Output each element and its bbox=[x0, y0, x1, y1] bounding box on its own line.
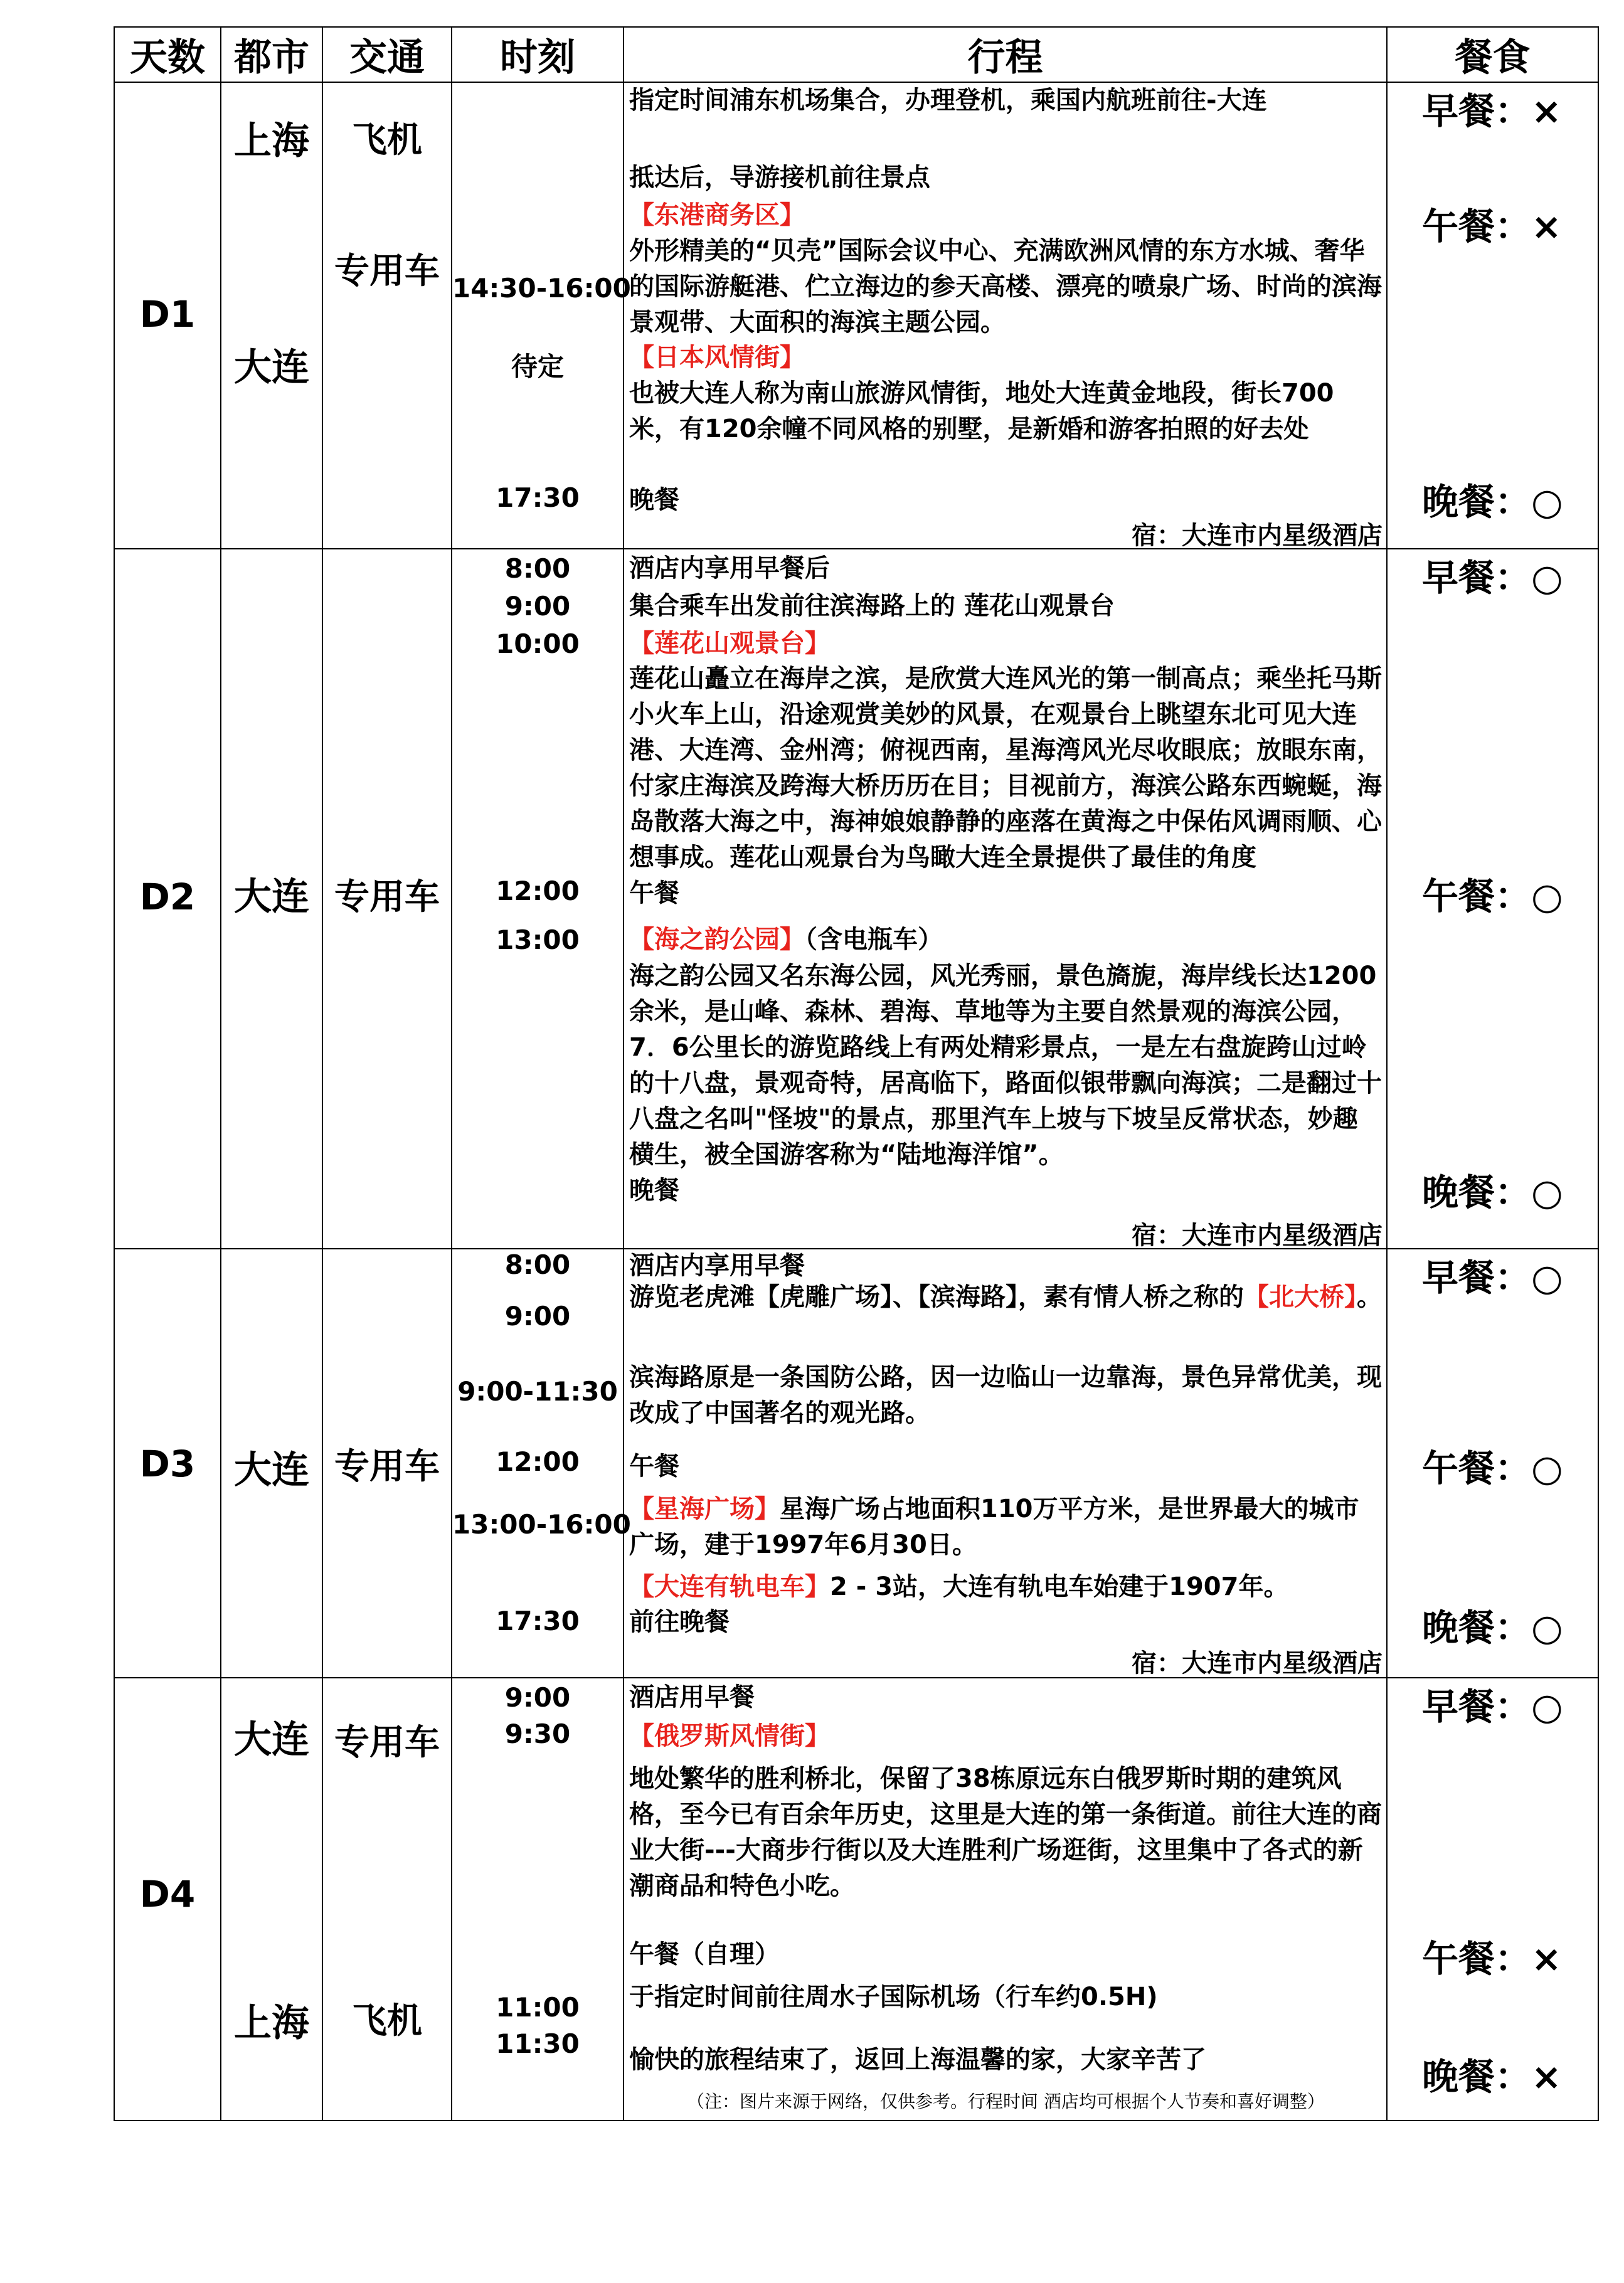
lunch-label: 午餐：○ bbox=[1422, 875, 1563, 918]
meal-cell bbox=[1387, 1678, 1598, 2121]
day-label: D4 bbox=[139, 1873, 196, 1915]
hotel-label: 宿：大连市内星级酒店 bbox=[1132, 521, 1383, 550]
dinner-label: 晚餐：× bbox=[1422, 2055, 1562, 2098]
itinerary-line: 酒店内享用早餐 bbox=[629, 1251, 805, 1280]
time-label: 11:30 bbox=[496, 2028, 580, 2059]
itinerary-line: 午餐 bbox=[629, 879, 679, 908]
city-label: 上海 bbox=[234, 119, 309, 163]
dinner-label: 晚餐：○ bbox=[1422, 480, 1563, 523]
time-label: 9:00 bbox=[504, 1682, 571, 1713]
time-label: 12:00 bbox=[496, 1446, 580, 1477]
city-label: 大连 bbox=[234, 1448, 309, 1492]
attraction-title: 【俄罗斯风情街】 bbox=[629, 1722, 830, 1751]
transport-label: 专用车 bbox=[334, 1722, 440, 1763]
time-label: 8:00 bbox=[504, 553, 571, 584]
time-label: 11:00 bbox=[496, 1992, 580, 2023]
itinerary-table bbox=[114, 26, 1599, 2121]
itinerary-line: 酒店用早餐 bbox=[629, 1683, 755, 1712]
itinerary-line: 抵达后，导游接机前往景点 bbox=[629, 163, 930, 192]
transport-cell bbox=[322, 1678, 452, 2121]
itinerary-cell bbox=[624, 549, 1387, 1249]
city-label: 上海 bbox=[234, 2001, 309, 2045]
time-label: 13:00 bbox=[496, 924, 580, 955]
itinerary-cell bbox=[624, 1249, 1387, 1678]
time-label: 待定 bbox=[511, 351, 564, 382]
transport-label: 专用车 bbox=[334, 251, 440, 292]
city-label: 大连 bbox=[234, 346, 309, 389]
time-label: 13:00-16:00 bbox=[452, 1509, 631, 1540]
attraction-title: 【东港商务区】 bbox=[629, 201, 805, 230]
itinerary-line: 集合乘车出发前往滨海路上的 莲花山观景台 bbox=[629, 591, 1115, 620]
itinerary-text: 星海广场占地面积110万平方米，是世界最大的城市广场，建于1997年6月30日。 bbox=[629, 1495, 1359, 1559]
meal-cell bbox=[1387, 1249, 1598, 1678]
city-label: 大连 bbox=[234, 1718, 309, 1762]
attraction-title: 【大连有轨电车】 bbox=[629, 1572, 830, 1601]
itinerary-line: 午餐（自理） bbox=[629, 1940, 780, 1969]
dinner-label: 晚餐：○ bbox=[1422, 1606, 1563, 1649]
itinerary-paragraph: 外形精美的“贝壳”国际会议中心、充满欧洲风情的东方水城、奢华的国际游艇港、伫立海边的参天高楼、漂亮的喷泉广场、时尚的滨海景观带、大面积的海滨主题公园。 bbox=[629, 236, 1382, 337]
header-day: 天数 bbox=[114, 27, 221, 82]
itinerary-paragraph: 海之韵公园又名东海公园，风光秀丽，景色旖旎，海岸线长达1200余米，是山峰、森林、碧海、草地等为主要自然景观的海滨公园，7．6公里长的游览路线上有两处精彩景点，一是左右盘旋跨山过岭的十八盘，景观奇特，居高临下，路面似银带飘向海滨；二是翻过十八盘之名叫"怪坡"的景点，那里汽车上坡与下坡呈反常状态，妙趣横生，被全国游客称为“陆地海洋馆”。 bbox=[629, 961, 1382, 1169]
city-cell bbox=[221, 1678, 322, 2121]
day-row-d1 bbox=[114, 82, 1598, 549]
lunch-label: 午餐：○ bbox=[1422, 1447, 1563, 1490]
city-cell bbox=[221, 1249, 322, 1678]
hotel-label: 宿：大连市内星级酒店 bbox=[1132, 1221, 1383, 1250]
transport-label: 专用车 bbox=[334, 877, 440, 918]
breakfast-label: 早餐：○ bbox=[1422, 556, 1563, 599]
itinerary-cell bbox=[624, 82, 1387, 549]
lunch-label: 午餐：× bbox=[1422, 1937, 1562, 1980]
itinerary-line: 于指定时间前往周水子国际机场（行车约0.5H) bbox=[629, 1983, 1158, 2011]
transport-cell bbox=[322, 82, 452, 549]
day-cell bbox=[114, 1678, 221, 2121]
itinerary-line: 指定时间浦东机场集合，办理登机，乘国内航班前往-大连 bbox=[629, 86, 1267, 115]
day-label: D1 bbox=[139, 293, 196, 336]
lunch-label: 午餐：× bbox=[1422, 205, 1562, 248]
breakfast-label: 早餐：○ bbox=[1422, 1256, 1563, 1299]
itinerary-line: 午餐 bbox=[629, 1452, 679, 1481]
day-label: D2 bbox=[139, 876, 196, 918]
attraction-title: 【北大桥】 bbox=[1244, 1283, 1357, 1311]
itinerary-text: 。 bbox=[1357, 1283, 1382, 1311]
city-cell bbox=[221, 82, 322, 549]
footnote: （注：图片来源于网络，仅供参考。行程时间 酒店均可根据个人节奏和喜好调整） bbox=[687, 2091, 1325, 2112]
time-label: 12:00 bbox=[496, 876, 580, 906]
dinner-label: 晚餐：○ bbox=[1422, 1171, 1563, 1214]
itinerary-paragraph: 莲花山矗立在海岸之滨，是欣赏大连风光的第一制高点；乘坐托马斯小火车上山，沿途观赏美妙的风景，在观景台上眺望东北可见大连港、大连湾、金州湾；俯视西南，星海湾风光尽收眼底；放眼东南，付家庄海滨及跨海大桥历历在目；目视前方，海滨公路东西蜿蜒，海岛散落大海之中，海神娘娘静静的座落在黄海之中保佑风调雨顺、心想事成。莲花山观景台为鸟瞰大连全景提供了最佳的角度 bbox=[629, 664, 1382, 872]
itinerary-line: 前往晚餐 bbox=[629, 1608, 730, 1636]
itinerary-paragraph bbox=[629, 1491, 1383, 1563]
attraction-note: （含电瓶车） bbox=[805, 925, 943, 954]
transport-label: 飞机 bbox=[352, 2001, 422, 2042]
time-label: 9:30 bbox=[504, 1719, 571, 1749]
meal-cell bbox=[1387, 82, 1598, 549]
hotel-label: 宿：大连市内星级酒店 bbox=[1132, 1649, 1383, 1678]
day-cell bbox=[114, 549, 221, 1249]
itinerary-paragraph bbox=[629, 1279, 1383, 1315]
breakfast-label: 早餐：○ bbox=[1422, 1685, 1563, 1728]
time-cell bbox=[452, 82, 631, 549]
header-meals: 餐食 bbox=[1387, 27, 1598, 82]
itinerary-cell bbox=[624, 1678, 1387, 2121]
day-row-d4 bbox=[114, 1678, 1598, 2121]
city-cell bbox=[221, 549, 322, 1249]
transport-cell bbox=[322, 1249, 452, 1678]
day-cell bbox=[114, 1249, 221, 1678]
time-cell bbox=[452, 1249, 631, 1678]
attraction-title: 【海之韵公园】 bbox=[629, 925, 805, 954]
time-cell bbox=[452, 1678, 624, 2121]
header-transport: 交通 bbox=[322, 27, 452, 82]
time-cell bbox=[452, 549, 624, 1249]
itinerary-line: 晚餐 bbox=[629, 485, 679, 514]
time-label: 17:30 bbox=[496, 482, 580, 513]
time-label: 9:00-11:30 bbox=[457, 1376, 618, 1407]
breakfast-label: 早餐：× bbox=[1422, 90, 1562, 132]
itinerary-paragraph: 也被大连人称为南山旅游风情街，地处大连黄金地段，街长700米，有120余幢不同风格的别墅，是新婚和游客拍照的好去处 bbox=[629, 379, 1334, 443]
attraction-title: 【莲花山观景台】 bbox=[629, 629, 830, 658]
header-row bbox=[114, 27, 1598, 82]
day-row-d3 bbox=[114, 1249, 1598, 1678]
time-label: 8:00 bbox=[504, 1249, 571, 1280]
header-time: 时刻 bbox=[452, 27, 624, 82]
header-itinerary: 行程 bbox=[624, 27, 1387, 82]
time-label: 17:30 bbox=[496, 1606, 580, 1636]
attraction-title: 【星海广场】 bbox=[629, 1495, 780, 1523]
day-row-d2 bbox=[114, 549, 1598, 1249]
transport-label: 专用车 bbox=[334, 1446, 440, 1487]
transport-cell bbox=[322, 549, 452, 1249]
day-label: D3 bbox=[139, 1443, 196, 1485]
time-label: 10:00 bbox=[496, 628, 580, 659]
day-cell bbox=[114, 82, 221, 549]
time-label: 14:30-16:00 bbox=[452, 273, 631, 304]
itinerary-line: 酒店内享用早餐后 bbox=[629, 554, 830, 583]
city-label: 大连 bbox=[234, 875, 309, 919]
itinerary-text: 游览老虎滩【虎雕广场】、【滨海路】，素有情人桥之称的 bbox=[629, 1283, 1244, 1311]
time-label: 9:00 bbox=[504, 1301, 571, 1332]
itinerary-paragraph: 地处繁华的胜利桥北，保留了38栋原远东白俄罗斯时期的建筑风格，至今已有百余年历史，这里是大连的第一条街道。前往大连的商业大街---大商步行街以及大连胜利广场逛街，这里集中了各式的新潮商品和特色小吃。 bbox=[629, 1764, 1382, 1900]
itinerary-line bbox=[629, 922, 1383, 958]
time-label: 9:00 bbox=[504, 591, 571, 622]
meal-cell bbox=[1387, 549, 1598, 1249]
itinerary-line bbox=[629, 1569, 1383, 1605]
transport-label: 飞机 bbox=[352, 120, 422, 161]
itinerary-line: 愉快的旅程结束了，返回上海温馨的家，大家辛苦了 bbox=[629, 2045, 1206, 2074]
attraction-title: 【日本风情街】 bbox=[629, 343, 805, 372]
itinerary-text: 2 - 3站，大连有轨电车始建于1907年。 bbox=[830, 1572, 1289, 1601]
itinerary-line: 晚餐 bbox=[629, 1176, 679, 1205]
header-city: 都市 bbox=[221, 27, 322, 82]
itinerary-paragraph: 滨海路原是一条国防公路，因一边临山一边靠海，景色异常优美，现改成了中国著名的观光路。 bbox=[629, 1363, 1382, 1428]
